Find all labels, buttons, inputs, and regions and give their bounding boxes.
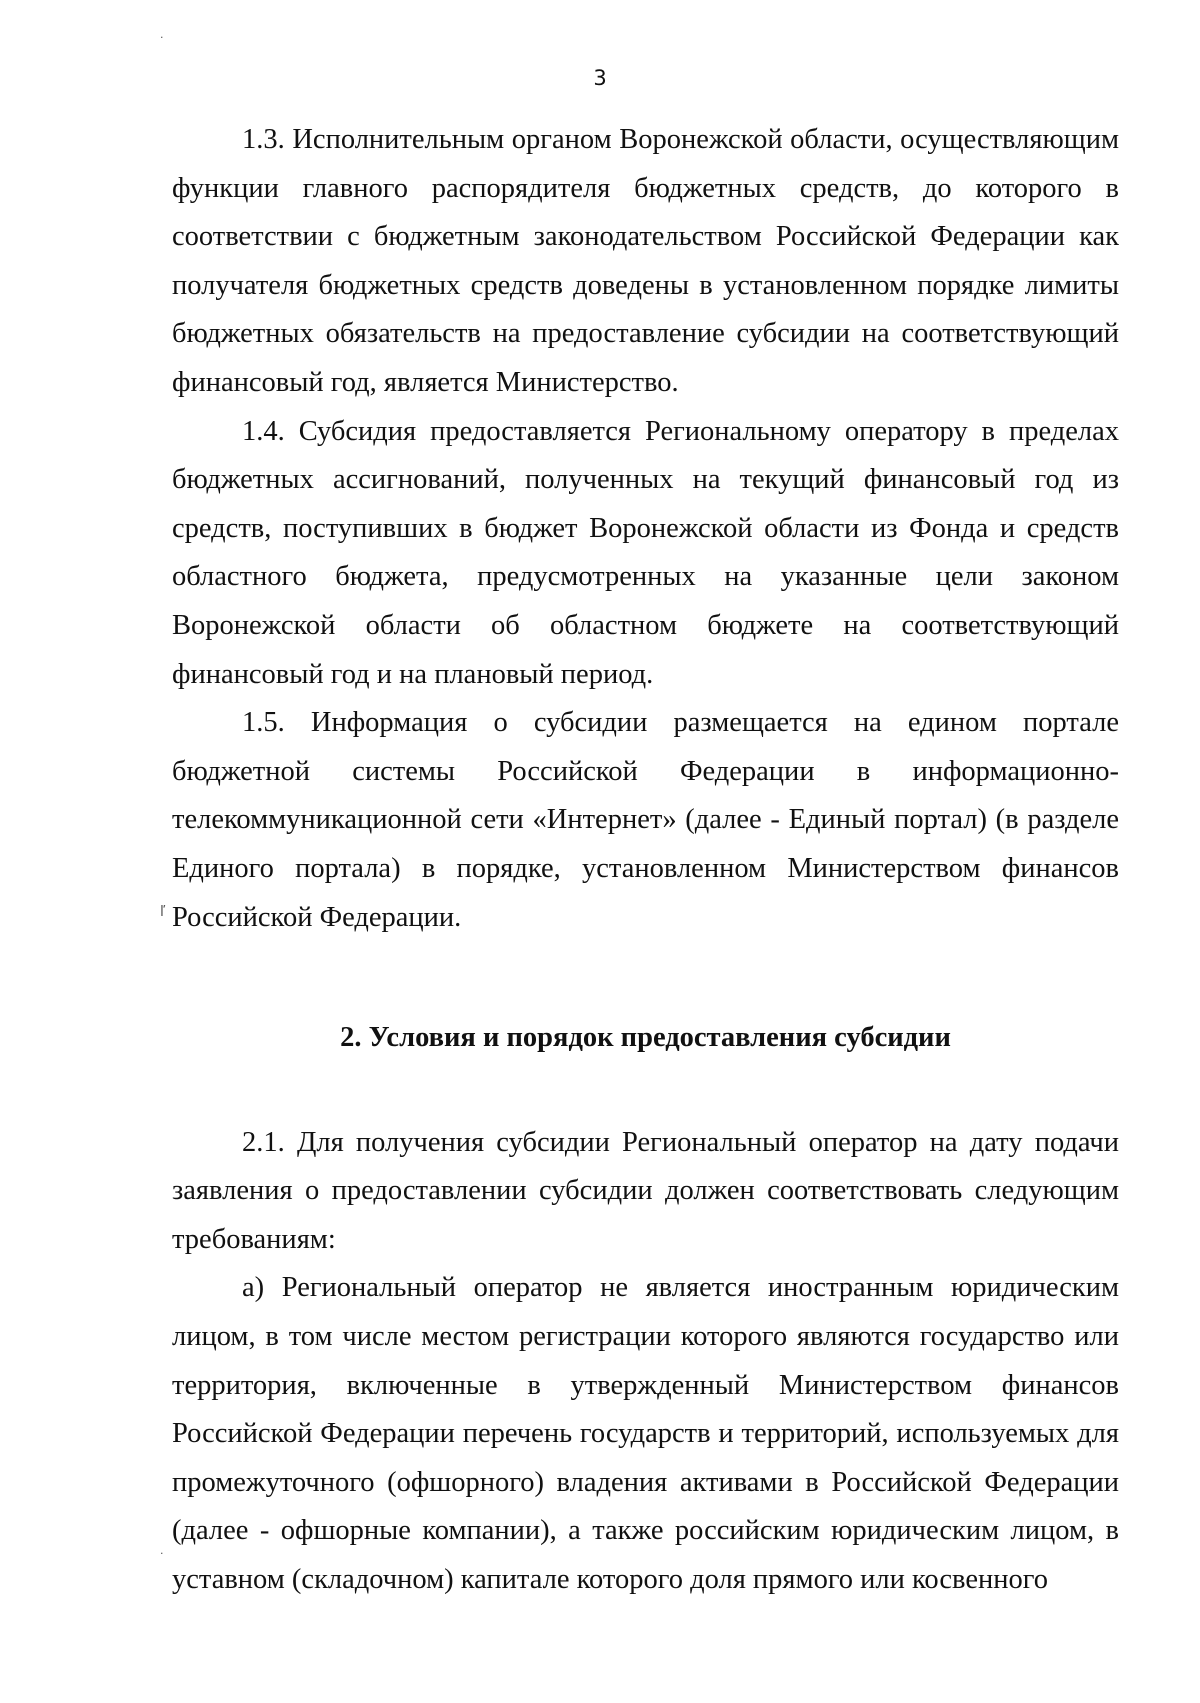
page-number: 3 bbox=[593, 66, 607, 90]
paragraph-2-1: 2.1. Для получения субсидии Региональный оператор на дату подачи заявления о предоставлении субсидии должен соответствовать следующим требованиям: bbox=[172, 1126, 1119, 1255]
scan-artifact-dot: · bbox=[160, 31, 164, 44]
section-heading: 2. Условия и порядок предоставления субсидии bbox=[340, 1022, 951, 1054]
paragraph-1-3: 1.3. Исполнительным органом Воронежской области, осуществляющим функции главного распорядителя бюджетных средств, до которого в соответствии с бюджетным законодательством Российской Федерации как получателя бюджетных средств доведены в установленном порядке лимиты бюджетных обязательств на предоставление субсидии на соответствующий финансовый год, является Министерство. bbox=[172, 124, 1119, 398]
scan-artifact-dot: · bbox=[160, 1547, 164, 1560]
paragraph-2-1-a: а) Региональный оператор не является иностранным юридическим лицом, в том числе местом регистрации которого являются государство или территория, включенные в утвержденный Министерством финансов Российской Федерации перечень государств и территорий, используемых для промежуточного (офшорного) владения активами в Российской Федерации (далее - офшорные компании), а также российским юридическим лицом, в уставном (складочном) капитале которого доля прямого или косвенного bbox=[172, 1272, 1119, 1596]
document-body bbox=[172, 116, 1119, 1605]
paragraph-1-5: 1.5. Информация о субсидии размещается на едином портале бюджетной системы Российской Федерации в информационно-телекоммуникационной сети «Интернет» (далее - Единый портал) (в разделе Единого портала) в порядке, установленном Министерством финансов Российской Федерации. bbox=[172, 707, 1119, 933]
paragraph-1-4: 1.4. Субсидия предоставляется Региональному оператору в пределах бюджетных ассигнований, полученных на текущий финансовый год из средств, поступивших в бюджет Воронежской области из Фонда и средств областного бюджета, предусмотренных на указанные цели законом Воронежской области об областном бюджете на соответствующий финансовый год и на плановый период. bbox=[172, 415, 1119, 690]
scan-artifact-mark: ľ bbox=[160, 904, 166, 920]
